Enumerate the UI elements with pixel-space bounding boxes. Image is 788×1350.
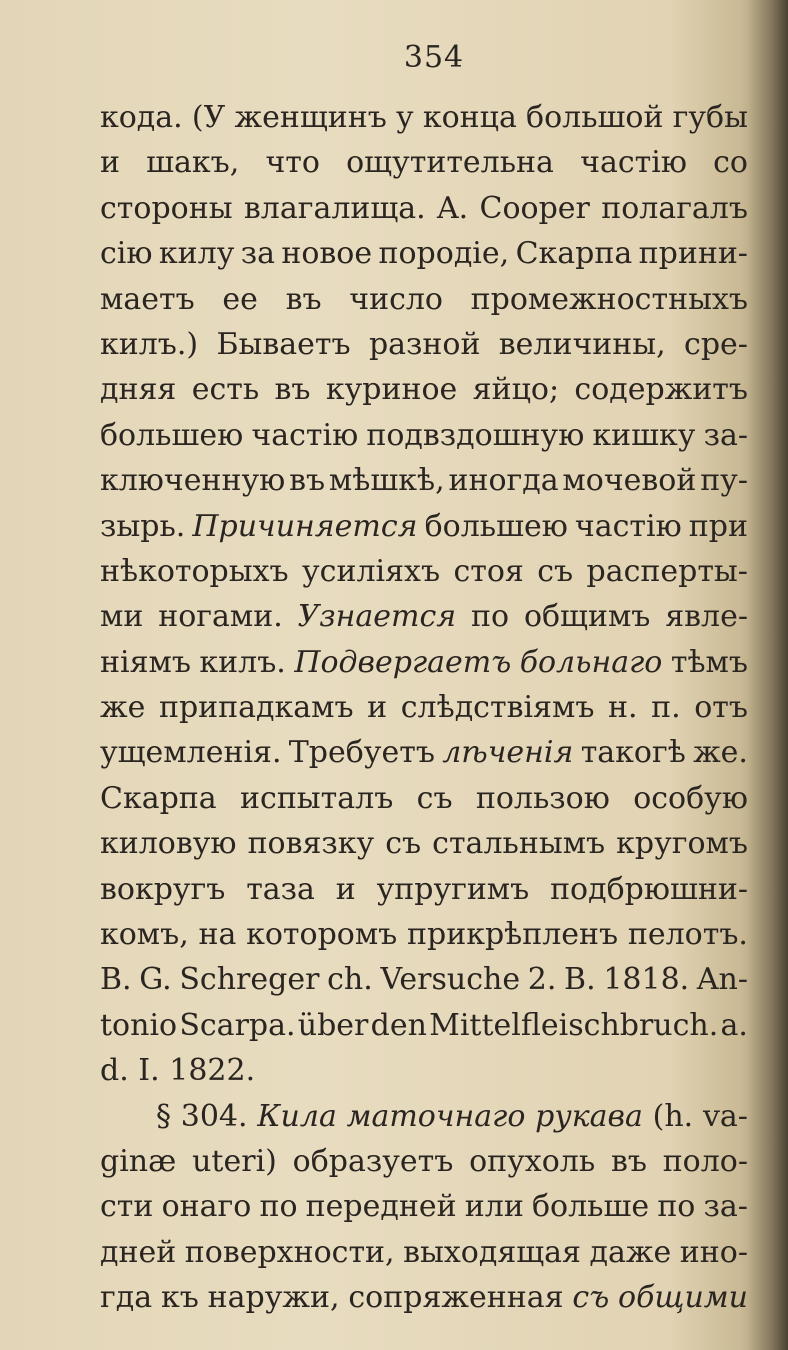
text-word: конца xyxy=(422,100,517,135)
text-word: съ xyxy=(537,553,574,589)
text-word: 304. xyxy=(180,1098,248,1134)
text-word: за xyxy=(240,236,275,272)
text-word: и xyxy=(335,871,356,907)
text-word: упругимъ xyxy=(376,871,530,907)
text-word: тѣмъ xyxy=(670,644,748,680)
text-word: (У xyxy=(191,100,226,135)
text-word: Скарпа xyxy=(515,236,633,272)
text-word: кишку xyxy=(592,417,696,453)
text-word: у xyxy=(396,100,414,135)
text-line xyxy=(100,962,748,1007)
text-line xyxy=(100,100,748,145)
text-word: d. xyxy=(100,1053,129,1089)
text-word: отъ xyxy=(694,690,748,726)
text-word: килу xyxy=(158,236,235,272)
text-word: An- xyxy=(696,962,748,998)
text-word: гда xyxy=(100,1280,153,1316)
text-word: влагалища. xyxy=(243,190,426,226)
text-word: § xyxy=(156,1098,171,1134)
text-line xyxy=(100,1280,748,1325)
text-line xyxy=(100,872,748,917)
text-word: стальнымъ xyxy=(432,826,606,862)
text-word: Schreger xyxy=(179,962,320,998)
text-word: съ xyxy=(572,1280,610,1316)
text-word: мѣшкѣ, xyxy=(328,463,445,499)
text-word: ногами. xyxy=(158,599,283,635)
page-gutter-shadow xyxy=(748,0,788,1350)
text-word: шакъ, xyxy=(146,145,240,181)
text-word: которомъ xyxy=(246,917,398,953)
text-word: B. xyxy=(564,962,596,998)
text-word: разной xyxy=(368,326,481,362)
text-word: лѣченія xyxy=(442,735,574,771)
text-word: куриное xyxy=(325,372,458,408)
text-word: яйцо; xyxy=(472,372,560,408)
text-line xyxy=(100,282,748,327)
text-line xyxy=(100,599,748,644)
text-word: расперты- xyxy=(586,553,748,589)
text-line xyxy=(100,327,748,372)
text-word: сти xyxy=(100,1189,154,1225)
text-word: дней xyxy=(100,1234,177,1270)
text-word: tonio xyxy=(100,1007,178,1043)
text-word: маетъ xyxy=(100,281,195,317)
text-word: содержитъ xyxy=(574,372,748,408)
text-word: Mittelfleischbruch. xyxy=(429,1007,719,1043)
text-line xyxy=(100,781,748,826)
text-word: киловую xyxy=(100,826,237,862)
text-word: за- xyxy=(703,417,748,453)
page-number: 354 xyxy=(403,40,465,75)
text-word: 2. xyxy=(527,962,557,998)
text-word: мочевой xyxy=(562,463,697,499)
text-word: нѣкоторыхъ xyxy=(100,553,289,589)
text-word: стороны xyxy=(100,190,233,226)
text-word: маточнаго xyxy=(346,1098,526,1134)
text-word: особую xyxy=(633,780,748,816)
text-word: больнаго xyxy=(519,644,663,680)
text-word: усиліяхъ xyxy=(302,553,441,589)
text-word: Кила xyxy=(257,1098,337,1134)
text-word: Versuche xyxy=(380,962,521,998)
text-word: 1818. xyxy=(603,962,690,998)
text-word: новое xyxy=(281,236,373,272)
text-line xyxy=(100,509,748,554)
text-word: ми xyxy=(100,599,144,635)
text-word: Скарпа xyxy=(100,780,217,816)
text-word: поверхности, xyxy=(184,1234,395,1270)
text-word: что xyxy=(265,145,320,181)
text-word: рукава xyxy=(535,1098,643,1134)
text-word: ніямъ xyxy=(100,644,191,680)
text-line xyxy=(100,1235,748,1280)
text-line xyxy=(100,1008,748,1053)
text-word: въ xyxy=(274,372,311,408)
text-word: по xyxy=(259,1189,298,1225)
text-line xyxy=(100,1189,748,1234)
text-line xyxy=(100,917,748,962)
text-word: пользою xyxy=(475,780,610,816)
text-word: пу- xyxy=(700,463,748,499)
text-word: über xyxy=(297,1007,369,1043)
text-line xyxy=(100,554,748,599)
text-word: вокругъ xyxy=(100,871,226,907)
text-word: кругомъ xyxy=(616,826,748,862)
text-word: Требуетъ xyxy=(288,735,435,771)
text-word: или xyxy=(464,1189,524,1225)
text-word: сопряженная xyxy=(348,1280,564,1316)
body-text xyxy=(100,100,748,1326)
text-word: Причиняется xyxy=(192,508,418,544)
text-word: въ xyxy=(610,1143,647,1179)
text-line xyxy=(100,418,748,463)
text-word: и xyxy=(100,145,120,181)
text-line xyxy=(100,735,748,780)
text-word: частію xyxy=(580,145,687,181)
text-word: сію xyxy=(100,236,153,272)
text-word: B. xyxy=(100,962,132,998)
text-word: va- xyxy=(702,1098,748,1134)
text-word: большой xyxy=(526,100,664,135)
text-word: больше xyxy=(531,1189,650,1225)
text-word: губы xyxy=(672,100,748,135)
text-word: ch. xyxy=(327,962,373,998)
text-line xyxy=(100,145,748,190)
text-word: прини- xyxy=(638,236,748,272)
text-word: таза xyxy=(246,871,315,907)
text-word: стоя xyxy=(453,553,524,589)
text-line xyxy=(100,372,748,417)
text-word: число xyxy=(349,281,443,317)
text-word: испыталъ xyxy=(240,780,394,816)
text-word: Подвергаетъ xyxy=(294,644,512,680)
text-word: ощутительна xyxy=(346,145,554,181)
text-word: при xyxy=(688,508,748,544)
text-word: въ xyxy=(289,463,326,499)
text-word: и xyxy=(367,690,388,726)
text-word: Бываетъ xyxy=(216,326,351,362)
text-word: же. xyxy=(693,735,748,771)
text-word: женщинъ xyxy=(234,100,387,135)
text-word: съ xyxy=(416,780,453,816)
text-word: a. xyxy=(720,1007,748,1043)
text-word: опухоль xyxy=(469,1143,596,1179)
text-word: подвздошную xyxy=(366,417,585,453)
text-word: п. xyxy=(651,690,681,726)
text-word: частію xyxy=(574,508,682,544)
text-word: съ xyxy=(385,826,422,862)
text-word: килъ. xyxy=(199,644,286,680)
text-word: полагалъ xyxy=(601,190,748,226)
text-word: породіе, xyxy=(378,236,510,272)
text-line xyxy=(100,826,748,871)
text-line xyxy=(100,690,748,735)
text-word: ключенную xyxy=(100,463,286,499)
text-word: общими xyxy=(618,1280,748,1316)
text-line xyxy=(100,236,748,281)
text-line xyxy=(100,1099,748,1144)
text-word: въ xyxy=(285,281,322,317)
text-word: н. xyxy=(608,690,638,726)
text-word: Узнается xyxy=(297,599,457,635)
text-word: явле- xyxy=(665,599,748,635)
text-word: величины, xyxy=(498,326,666,362)
text-word: ее xyxy=(222,281,258,317)
text-word: den xyxy=(370,1007,427,1043)
text-word: прикрѣпленъ xyxy=(407,917,619,953)
text-word: сре- xyxy=(684,326,748,362)
text-word: пелотъ. xyxy=(627,917,748,953)
text-word: кода. xyxy=(100,100,183,135)
text-word: такогѣ xyxy=(580,735,686,771)
text-word: по xyxy=(657,1189,696,1225)
text-word: образуетъ xyxy=(292,1143,454,1179)
text-word: ущемленія. xyxy=(100,735,282,771)
text-word: онаго xyxy=(161,1189,252,1225)
text-word: по xyxy=(471,599,510,635)
text-word: есть xyxy=(191,372,260,408)
text-word: uteri) xyxy=(192,1143,277,1179)
text-word: поло- xyxy=(662,1143,748,1179)
text-word: зырь. xyxy=(100,508,186,544)
text-word: наружи, xyxy=(207,1280,340,1316)
text-word: ино- xyxy=(679,1234,748,1270)
text-word: A. xyxy=(437,190,469,226)
text-word: частію xyxy=(251,417,359,453)
text-word: Cooper xyxy=(479,190,590,226)
text-word: комъ, xyxy=(100,917,189,953)
text-word: промежностныхъ xyxy=(470,281,748,317)
text-word: слѣдствіямъ xyxy=(400,690,595,726)
text-word: на xyxy=(198,917,237,953)
text-word: большею xyxy=(424,508,568,544)
text-line xyxy=(100,645,748,690)
text-word: даже xyxy=(589,1234,672,1270)
text-word: 1822. xyxy=(169,1053,256,1089)
text-word: дняя xyxy=(100,372,177,408)
text-line xyxy=(100,1053,748,1098)
text-word: выходящая xyxy=(403,1234,581,1270)
text-line xyxy=(100,1144,748,1189)
text-word: Scarpa. xyxy=(179,1007,296,1043)
text-word: G. xyxy=(139,962,172,998)
text-word: подбрюшни- xyxy=(550,871,748,907)
text-word: же xyxy=(100,690,146,726)
text-word: большею xyxy=(100,417,244,453)
text-word: I. xyxy=(138,1053,160,1089)
text-word: припадкамъ xyxy=(158,690,354,726)
text-line xyxy=(100,191,748,236)
text-word: ginæ xyxy=(100,1143,177,1179)
text-word: повязку xyxy=(247,826,375,862)
text-word: передней xyxy=(305,1189,457,1225)
text-word: килъ.) xyxy=(100,326,199,362)
text-word: иногда xyxy=(448,463,559,499)
text-word: за- xyxy=(703,1189,748,1225)
text-word: со xyxy=(713,145,748,181)
text-word: къ xyxy=(160,1280,199,1316)
text-word: (h. xyxy=(652,1098,694,1134)
text-line xyxy=(100,463,748,508)
text-word: общимъ xyxy=(523,599,651,635)
